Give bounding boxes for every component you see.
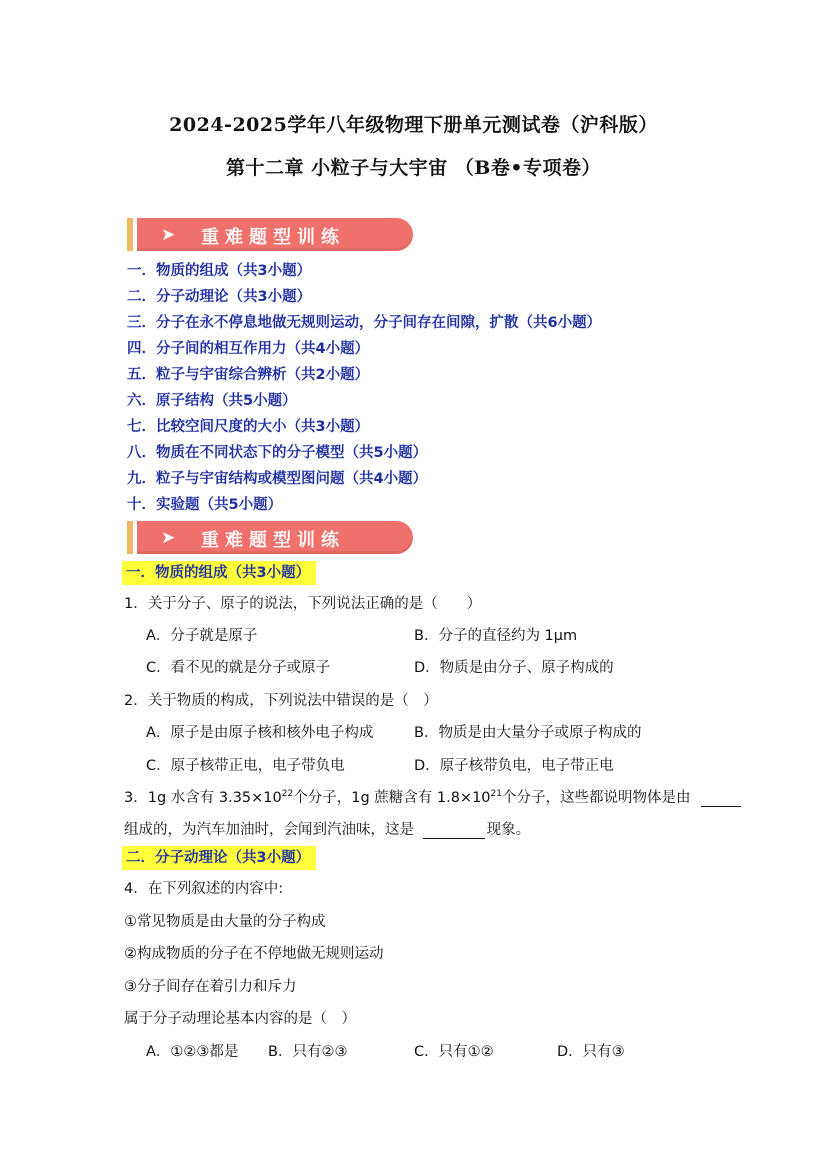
document-subtitle: 第十二章 小粒子与大宇宙 （B卷•专项卷）	[226, 157, 601, 179]
banner-label: 重难题型训练	[201, 530, 345, 551]
question-3-line-2	[124, 818, 530, 839]
question-3-text: 现象。	[486, 822, 531, 838]
exponent: 21	[490, 789, 502, 800]
question-2-option-c: C．原子核带正电，电子带负电	[146, 758, 345, 774]
banner-label: 重难题型训练	[201, 227, 345, 248]
document-title: 2024-2025学年八年级物理下册单元测试卷（沪科版）	[169, 114, 658, 136]
question-4-statement: ②构成物质的分子在不停地做无规则运动	[124, 946, 384, 962]
question-2-option-b: B．物质是由大量分子或原子构成的	[414, 725, 642, 741]
question-3-text: 个分子，1g 蔗糖含有 1.8×10	[293, 790, 491, 806]
toc-item[interactable]: 十．实验题（共5小题）	[127, 497, 283, 513]
question-4-option-a: A．①②③都是	[146, 1044, 239, 1060]
banner-pill	[137, 218, 413, 251]
exponent: 22	[281, 789, 294, 800]
question-3-text: 组成的，为汽车加油时，会闻到汽油味，这是	[124, 822, 414, 838]
chevron-right-icon: ➤	[161, 225, 176, 245]
toc-item[interactable]: 八．物质在不同状态下的分子模型（共5小题）	[127, 445, 428, 461]
banner-edge	[127, 521, 133, 554]
banner-edge	[127, 218, 133, 251]
answer-blank[interactable]	[423, 822, 485, 839]
question-4-statement: ③分子间存在着引力和斥力	[124, 979, 297, 995]
toc-item[interactable]: 六．原子结构（共5小题）	[127, 393, 297, 409]
question-2-option-d: D．原子核带负电，电子带正电	[414, 758, 614, 774]
question-4-option-b: B．只有②③	[268, 1044, 348, 1060]
question-4-ask: 属于分子动理论基本内容的是（ ）	[124, 1011, 356, 1027]
question-1-option-d: D．物质是由分子、原子构成的	[414, 660, 614, 676]
toc-item[interactable]: 三．分子在永不停息地做无规则运动，分子间存在间隙，扩散（共6小题）	[127, 315, 602, 331]
answer-blank[interactable]	[701, 790, 741, 807]
toc-item[interactable]: 四．分子间的相互作用力（共4小题）	[127, 341, 370, 357]
chevron-right-icon: ➤	[161, 528, 176, 548]
toc-item[interactable]: 五．粒子与宇宙综合辨析（共2小题）	[127, 367, 370, 383]
section-heading-1: 一．物质的组成（共3小题）	[122, 561, 316, 585]
banner-pill	[137, 521, 413, 554]
question-3-line-1	[124, 786, 741, 807]
toc-item[interactable]: 一．物质的组成（共3小题）	[127, 263, 312, 279]
toc-item[interactable]: 九．粒子与宇宙结构或模型图问题（共4小题）	[127, 471, 428, 487]
toc-item[interactable]: 二．分子动理论（共3小题）	[127, 289, 312, 305]
question-1-option-a: A．分子就是原子	[146, 628, 258, 644]
question-4-option-c: C．只有①②	[414, 1044, 494, 1060]
question-2-option-a: A．原子是由原子核和核外电子构成	[146, 725, 374, 741]
section-banner-bottom	[127, 521, 413, 554]
question-4-stem: 4．在下列叙述的内容中:	[124, 881, 284, 897]
toc-item[interactable]: 七．比较空间尺度的大小（共3小题）	[127, 419, 370, 435]
question-1-option-b: B．分子的直径约为 1μm	[414, 628, 578, 644]
question-3-text: 3．1g 水含有 3.35×10	[124, 790, 282, 806]
question-1-option-c: C．看不见的就是分子或原子	[146, 660, 331, 676]
question-2-stem: 2．关于物质的构成，下列说法中错误的是（ ）	[124, 693, 438, 709]
section-heading-2: 二．分子动理论（共3小题）	[122, 846, 316, 870]
question-1-stem: 1．关于分子、原子的说法，下列说法正确的是（ ）	[124, 596, 482, 612]
question-4-statement: ①常见物质是由大量的分子构成	[124, 914, 326, 930]
question-4-option-d: D．只有③	[557, 1044, 625, 1060]
section-banner-top	[127, 218, 413, 251]
question-3-text: 个分子，这些都说明物体是由	[501, 790, 691, 806]
table-of-contents	[127, 258, 767, 518]
